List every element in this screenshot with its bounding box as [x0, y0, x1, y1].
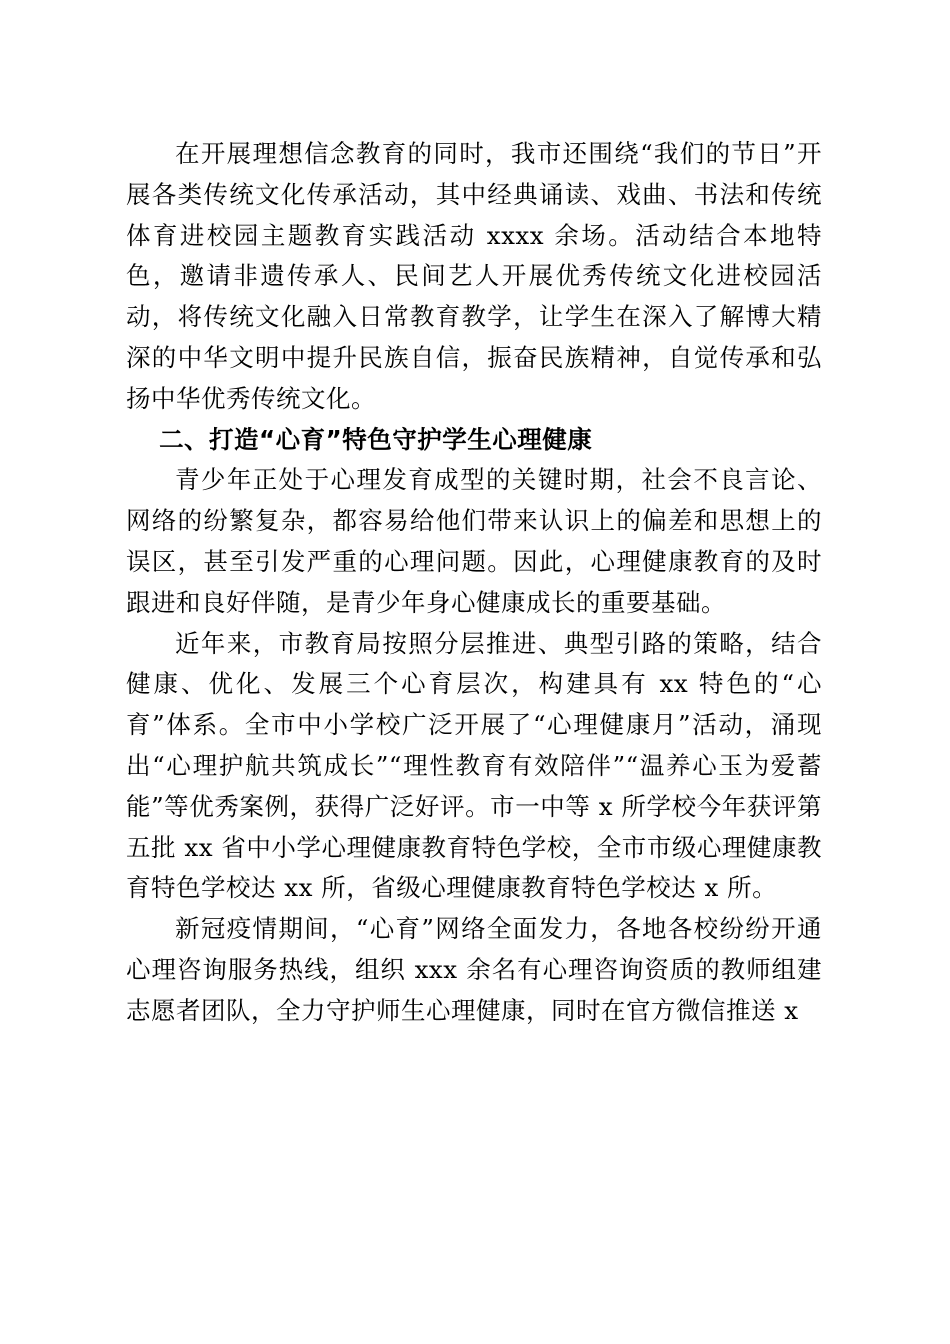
section-heading: 二、打造“心育”特色守护学生心理健康	[159, 424, 593, 454]
paragraph-pandemic-support: 新冠疫情期间，“心育”网络全面发力，各地各校纷纷开通心理咨询服务热线，组织 xxx 余名有心理咨询资质的教师组建志愿者团队，全力守护师生心理健康，同时在官方微信推送 x	[126, 914, 822, 1025]
paragraph-youth-psychology: 青少年正处于心理发育成型的关键时期，社会不良言论、网络的纷繁复杂，都容易给他们带来认识上的偏差和思想上的误区，甚至引发严重的心理问题。因此，心理健康教育的及时跟进和良好伴随，是青少年身心健康成长的重要基础。	[126, 465, 822, 617]
document-body	[126, 134, 822, 1032]
paragraph-traditional-culture: 在开展理想信念教育的同时，我市还围绕“我们的节日”开展各类传统文化传承活动，其中经典诵读、戏曲、书法和传统体育进校园主题教育实践活动 xxxx 余场。活动结合本地特色，邀请非遗传承人、民间艺人开展优秀传统文化进校园活动，将传统文化融入日常教育教学，让学生在深入了解博大精深的中华文明中提升民族自信，振奋民族精神，自觉传承和弘扬中华优秀传统文化。	[126, 139, 822, 413]
paragraph-xinyu-system: 近年来，市教育局按照分层推进、典型引路的策略，结合健康、优化、发展三个心育层次，构建具有 xx 特色的“心育”体系。全市中小学校广泛开展了“心理健康月”活动，涌现出“心理护航共筑成长”“理性教育有效陪伴”“温养心玉为爱蓄能”等优秀案例，获得广泛好评。市一中等 x 所学校今年获评第五批 xx 省中小学心理健康教育特色学校，全市市级心理健康教育特色学校达 xx 所，省级心理健康教育特色学校达 x 所。	[126, 628, 822, 903]
